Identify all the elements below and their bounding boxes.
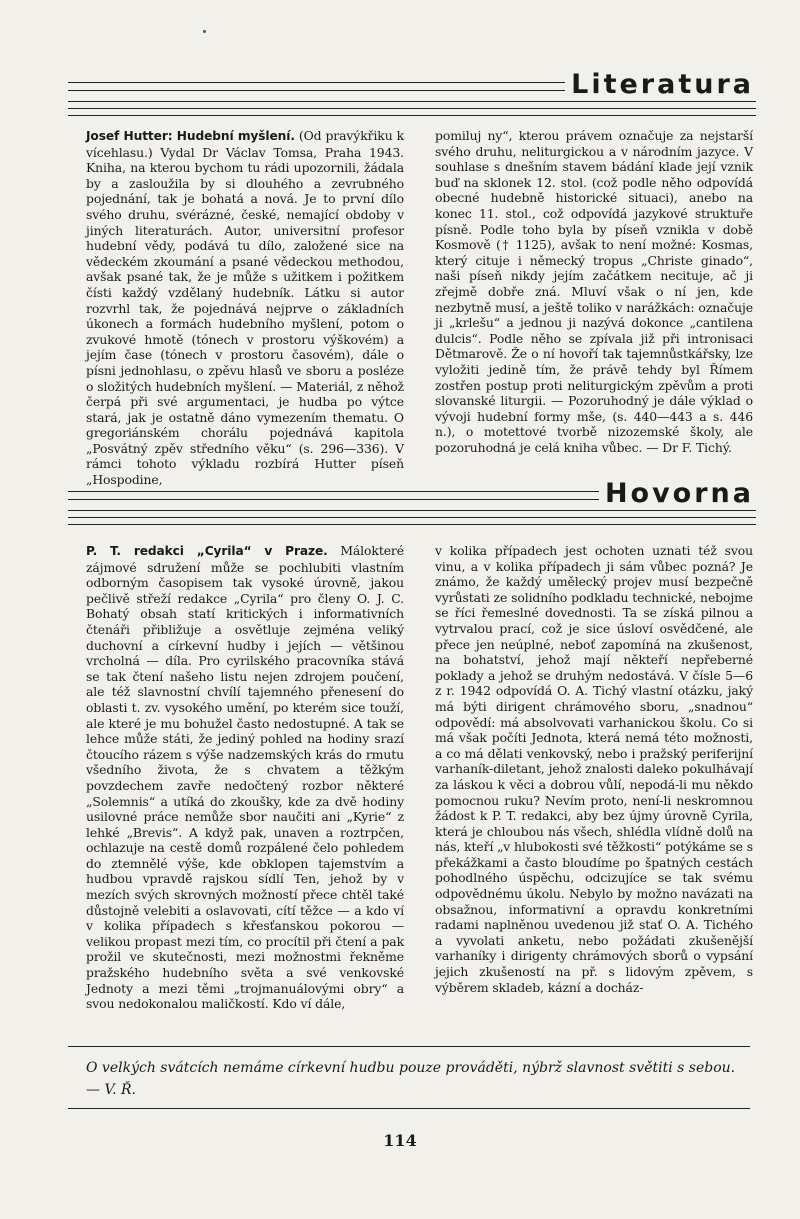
literatura-lead: Josef Hutter: Hudební myšlení. [86, 129, 295, 143]
literatura-right-text: pomiluj ny“, kterou právem označuje za nejstarší svého druhu, neliturgickou a v národním jazyce. V souhlase s dnešním stavem bádání klade její vznik buď na sklonek 12. stol. (což podle něho odpovídá obecné hudebně historické situaci), anebo na konec 11. stol., což odpovídá jazykové struktuře písně. Podle toho byla by píseň vznikla v době Kosmově († 1125), avšak to není možné: Kosmas, který cituje i německý tropus „Christe ginado“, naši píseň nikdy jejím začátkem necituje, ač ji zřejmě dobře zná. Mluví však o ní jen, kde nezbytně musí, a ještě toliko v narážkách: označuje ji „krlešu“ a jednou ji nazývá dokonce „cantilena dulcis“. Podle něho se zpívala již při intronisaci Dětmarově. Že o ní hovoří tak tajemnůstkářsky, lze vyložiti jedině tím, že právě tehdy byl Římem zostřen postup proti neliturgickým zpěvům a proti slovanské liturgii. — Pozoruhodný je dále výklad o vývoji hudební formy mše, (s. 440—443 a s. 446 n.), o motettové tvorbě nizozemské školy, ale pozoruhodná je celá kniha vůbec. — Dr F. Tichý. [435, 128, 753, 455]
hovorna-lead: P. T. redakci „Cyrila“ v Praze. [86, 544, 328, 558]
page-number: 114 [383, 1131, 417, 1150]
hovorna-right-column [435, 543, 753, 1012]
literatura-title: Literatura [565, 70, 754, 100]
literatura-left-text: (Od pravýkřiku k vícehlasu.) Vydal Dr Václav Tomsa, Praha 1943. Kniha, na kterou bychom tu rádi upozornili, žádala by a zasloužila by si dlouhého a zevrubného pojednání, tak je bohatá a nová. Je to první dílo svého druhu, svérázné, české, nemající obdoby v jiných literaturách. Autor, universitní profesor hudební vědy, podává tu dílo, založené sice na vědeckém zkoumání a psané vědeckou methodou, avšak psané tak, že je může s užitkem i požitkem čísti každý vzdělaný hudebník. Látku si autor rozvrhl tak, že pojednává nejprve o základních úkonech a formách hudebního myšlení, potom o zvukové hmotě (tónech v prostoru výškovém) a jejím čase (tónech v prostoru časovém), dále o písni jednohlasu, o zpěvu hlasů ve sboru a posléze o složitých hudebních myšlení. — Materiál, z něhož čerpá při své argumentaci, je hudba po výtce stará, jak je ostatně dáno vymezením thematu. O gregoriánském chorálu pojednává kapitola „Posvátný zpěv středního věku“ (s. 296—336). V rámci tohoto výkladu rozbírá Hutter píseň „Hospodine, [86, 128, 404, 488]
hovorna-left-text: Málokteré zájmové sdružení může se pochlubiti vlastním odborným časopisem tak vysoké úrovně, jakou pečlivě střeží redakce „Cyrila“ pro členy O. J. C. Bohatý obsah statí kritických i informativních čtenáři přibližuje a osvětluje zejména veliký duchovní a církevní hudby i jejích — většinou vrcholná — díla. Pro cyrilského pracovníka stává se tak čtení našeho listu nejen zdrojem poučení, ale též slavnostní chvílí tajemného přenesení do oblasti t. zv. vysokého umění, po kterém sice touží, ale které je mu bohužel často nedostupné. A tak se lehce může státi, že jediný pohled na hodiny srazí čtoucího rázem s výše nadzemských krás do rmutu všedního života, že s chvatem a těžkým povzdechem zavře nedočtený rozbor některé „Solemnis“ a utíká do zkoušky, kde za dvě hodiny usilovné práce nemůže sbor naučiti ani „Kyrie“ z lehké „Brevis“. A když pak, unaven a roztrpčen, ochlazuje na cestě domů rozpálené čelo pohledem do ztemnělé výše, kde obklopen tajemstvím a hudbou vpravdě rajskou sídlí Ten, jehož by v mezích svých skrovných možností přece chtěl také důstojně velebiti a oslavovati, cítí těžce — a kdo ví v kolika případech s křesťanskou pokorou — velikou propast mezi tím, co procítil při čtení a pak prožil ve skutečnosti, mezi možnostmi řekněme pražského hudebního světa a své venkovské Jednoty a mezi těmi „trojmanuálovými obry“ a svou nedokonalou maličkostí. Kdo ví dále, [86, 543, 404, 1012]
quote-bottom-rule [68, 1108, 750, 1109]
closing-quote: O velkých svátcích nemáme církevní hudbu pouze prováděti, nýbrž slavnost světiti s sebou. — V. Ř. [86, 1060, 736, 1098]
literatura-left-column [86, 128, 404, 488]
literatura-columns [86, 128, 753, 488]
hovorna-left-column [86, 543, 404, 1012]
hovorna-title: Hovorna [599, 479, 754, 509]
hovorna-columns [86, 543, 753, 1012]
literatura-header [68, 70, 756, 122]
hovorna-right-text: v kolika případech jest ochoten uznati též svou vinu, a v kolika případech ji sám vůbec pozná? Je známo, že každý umělecký projev musí bezpečně vyrůstati ze solidního podkladu technické, nebojme se říci řemeslné dovednosti. Ta se získá pilnou a vytrvalou prací, což je sice úsloví osvědčené, ale přece jen neúplné, neboť zapomíná na zkušenost, na bohatství, jehož mají někteří nepřeberné poklady a jehož se druhým nedostává. V čísle 5—6 z r. 1942 odpovídá O. A. Tichý vlastní otázku, jaký má býti dirigent chrámového sboru, „snadnou“ odpovědí: má absolvovati varhanickou školu. Co si má však počíti Jednota, která nemá této možnosti, a co má dělati venkovský, nebo i pražský periferijní varhaník-diletant, jehož znalosti daleko pokulhávají za láskou k věci a dobrou vůlí, nepodá-li mu někdo pomocnou ruku? Nevím proto, není-li neskromnou žádost k P. T. redakci, aby bez újmy úrovně Cyrila, která je chloubou nás všech, shlédla vlídně dolů na nás, kteří „v hlubokosti své těžkosti“ potýkáme se s překážkami a často bloudíme po špatných cestách pohodlného úspěchu, odcizujíce se tak svému odpovědnému úkolu. Nebylo by možno navázati na obsažnou, informativní a opravdu konkretními radami naplněnou uvedenou již stať O. A. Tichého a vyvolati anketu, nebo požádati zkušenější varhaníky i dirigenty chrámových sborů o vypsání jejich zkušeností na př. s lidovým zpěvem, s výběrem skladeb, kázní a docház- [435, 543, 753, 995]
quote-top-rule [68, 1046, 750, 1047]
literatura-right-column [435, 128, 753, 488]
hovorna-header [68, 479, 756, 531]
printing-speck [203, 30, 206, 33]
